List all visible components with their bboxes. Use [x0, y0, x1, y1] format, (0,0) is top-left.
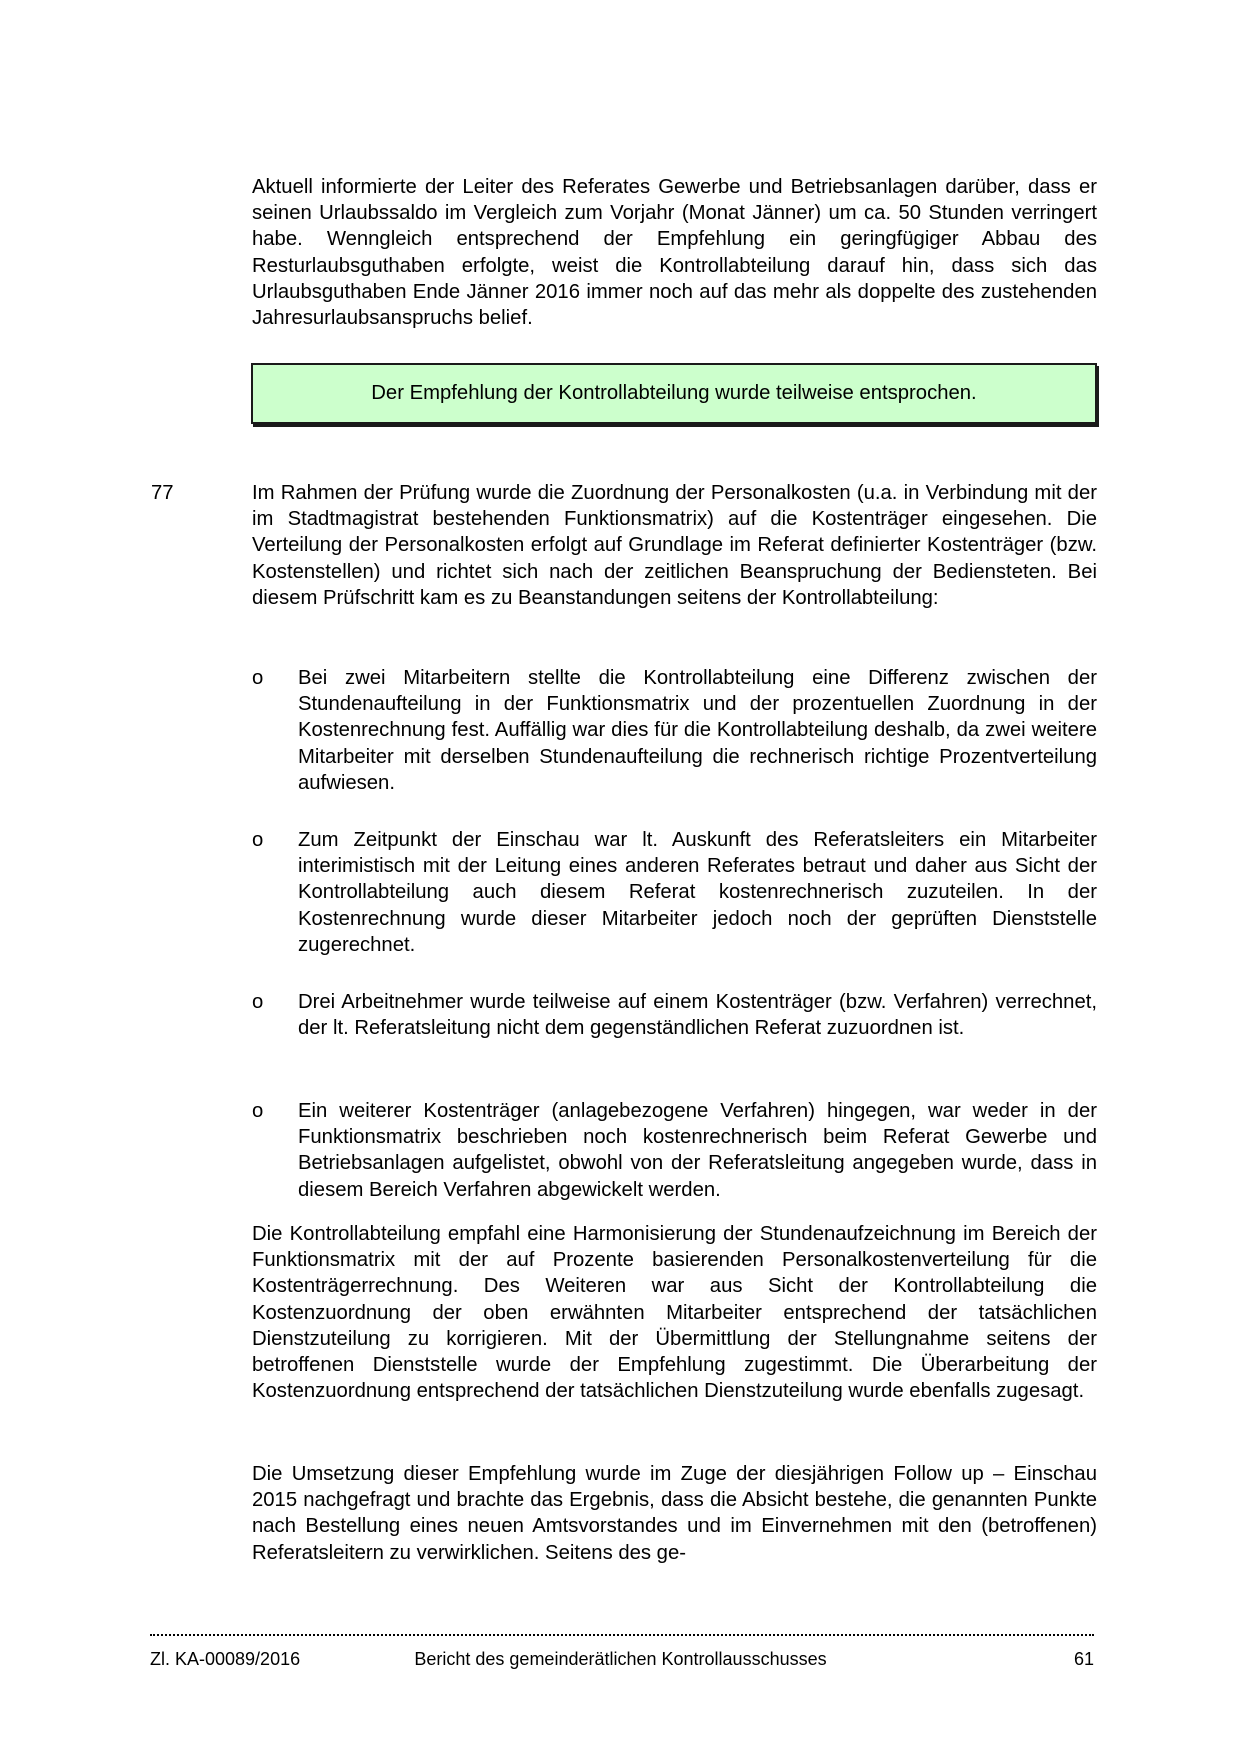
- recommendation-callout-box: [251, 363, 1097, 424]
- list-item: [252, 665, 1097, 796]
- footer-dotted-divider: [150, 1634, 1094, 1636]
- section-intro-block: [252, 480, 1097, 611]
- list-item-text: Drei Arbeitnehmer wurde teilweise auf einem Kostenträger (bzw. Verfahren) verrechnet, der lt. Referatsleitung nicht dem gegenständlichen Referat zuzuordnen ist.: [298, 991, 1097, 1040]
- list-item-text: Zum Zeitpunkt der Einschau war lt. Auskunft des Referatsleiters ein Mitarbeiter interimistisch mit der Leitung eines anderen Referates betraut und daher aus Sicht der Kontrollabteilung auch diesem Referat kostenrechnerisch zuzuteilen. In der Kostenrechnung wurde dieser Mitarbeiter jedoch noch der geprüften Dienststelle zugerechnet.: [298, 829, 1097, 956]
- bullet-marker: o: [252, 991, 264, 1013]
- list-item-text: Bei zwei Mitarbeitern stellte die Kontrollabteilung eine Differenz zwischen der Stundenaufteilung in der Funktionsmatrix und der prozentuellen Zuordnung in der Kostenrechnung fest. Auffällig war dies für die Kontrollabteilung deshalb, da zwei weitere Mitarbeiter mit derselben Stundenaufteilung die rechnerisch richtige Prozentverteilung aufwiesen.: [298, 667, 1097, 794]
- follow-up-paragraph: Die Umsetzung dieser Empfehlung wurde im Zuge der diesjährigen Follow up – Einschau 2015 nachgefragt und brachte das Ergebnis, dass die Absicht bestehe, die genannten Punkte nach Bestellung eines neuen Amtsvorstandes und im Einvernehmen mit den (betroffenen) Referatsleitern zu verwirklichen. Seitens des ge-: [252, 1463, 1097, 1564]
- intro-paragraph-block: [252, 174, 1097, 331]
- recommendation-paragraph-block: [252, 1221, 1097, 1404]
- follow-up-paragraph-block: [252, 1461, 1097, 1566]
- callout-text: Der Empfehlung der Kontrollabteilung wurde teilweise entsprochen.: [371, 382, 977, 404]
- list-item: [252, 827, 1097, 958]
- recommendation-paragraph: Die Kontrollabteilung empfahl eine Harmonisierung der Stundenaufzeichnung im Bereich der Funktionsmatrix mit der auf Prozente basierenden Personalkostenverteilung für die Kostenträgerrechnung. Des Weiteren war aus Sicht der Kontrollabteilung die Kostenzuordnung der oben erwähnten Mitarbeiter entsprechend der tatsächlichen Dienstzuteilung zu korrigieren. Mit der Übermittlung der Stellungnahme seitens der betroffenen Dienststelle wurde der Empfehlung zugestimmt. Die Überarbeitung der Kostenzuordnung entsprechend der tatsächlichen Dienstzuteilung wurde ebenfalls zugesagt.: [252, 1223, 1097, 1403]
- footer-report-title: Bericht des gemeinderätlichen Kontrollausschusses: [414, 1649, 827, 1669]
- section-number: 77: [151, 482, 174, 504]
- bullet-marker: o: [252, 1100, 264, 1122]
- bullet-marker: o: [252, 829, 264, 851]
- section-intro-paragraph: Im Rahmen der Prüfung wurde die Zuordnung der Personalkosten (u.a. in Verbindung mit der im Stadtmagistrat bestehenden Funktionsmatrix) auf die Kostenträger eingesehen. Die Verteilung der Personalkosten erfolgt auf Grundlage im Referat definierter Kostenträger (bzw. Kostenstellen) und richtet sich nach der zeitlichen Beanspruchung der Bediensteten. Bei diesem Prüfschritt kam es zu Beanstandungen seitens der Kontrollabteilung:: [252, 482, 1097, 609]
- footer-page-number: 61: [1073, 1649, 1094, 1669]
- intro-paragraph: Aktuell informierte der Leiter des Referates Gewerbe und Betriebsanlagen darüber, dass er seinen Urlaubssaldo im Vergleich zum Vorjahr (Monat Jänner) um ca. 50 Stunden verringert habe. Wenngleich entsprechend der Empfehlung ein geringfügiger Abbau des Resturlaubsguthaben erfolgte, weist die Kontrollabteilung darauf hin, dass sich das Urlaubsguthaben Ende Jänner 2016 immer noch auf das mehr als doppelte des zustehenden Jahresurlaubsanspruchs belief.: [252, 176, 1097, 330]
- list-item: [252, 989, 1097, 1041]
- footer-file-reference: Zl. KA-00089/2016: [150, 1649, 301, 1669]
- list-item: [252, 1098, 1097, 1203]
- list-item-text: Ein weiterer Kostenträger (anlagebezogene Verfahren) hingegen, war weder in der Funktionsmatrix beschrieben noch kostenrechnerisch beim Referat Gewerbe und Betriebsanlagen aufgelistet, obwohl von der Referatsleitung angegeben wurde, dass in diesem Bereich Verfahren abgewickelt werden.: [298, 1100, 1097, 1201]
- bullet-marker: o: [252, 667, 264, 689]
